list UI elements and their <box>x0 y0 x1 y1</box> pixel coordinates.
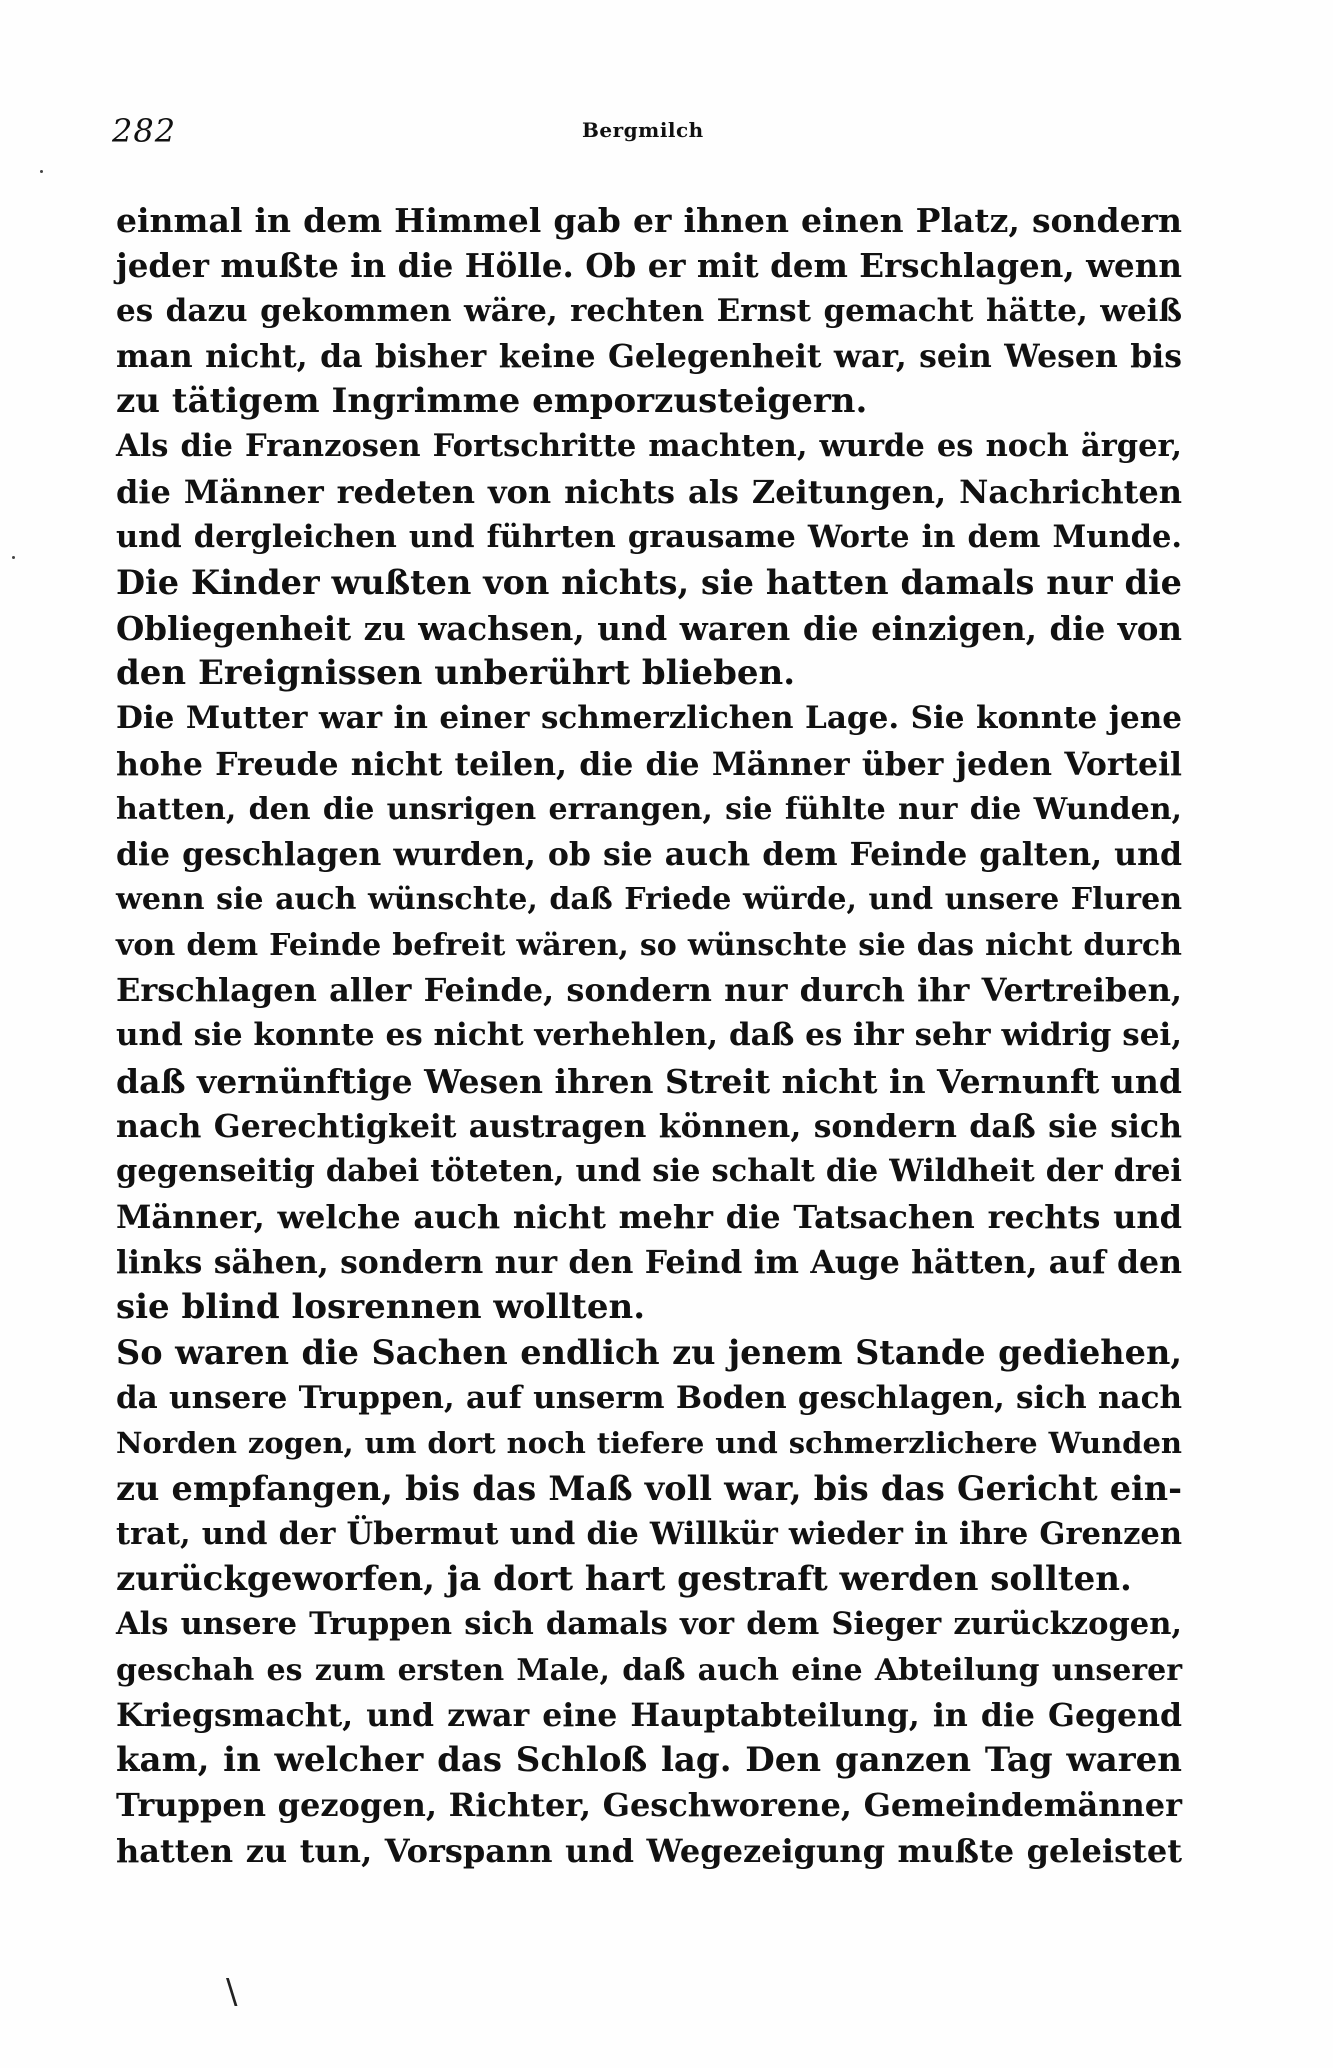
text-line: Erschlagen aller Feinde, sondern nur durch ihr Vertreiben, <box>116 971 1182 1010</box>
scan-speck <box>12 556 15 559</box>
scan-speck <box>40 170 43 173</box>
text-line: den Ereignissen unberührt blieben. <box>116 652 796 693</box>
text-line: da unsere Truppen, auf unserm Boden geschlagen, sich nach <box>116 1379 1182 1416</box>
running-title: Bergmilch <box>582 118 704 142</box>
text-line: kam, in welcher das Schloß lag. Den ganzen Tag waren <box>116 1740 1182 1781</box>
text-line: wenn sie auch wünschte, daß Friede würde, und unsere Fluren <box>116 882 1182 918</box>
text-line: daß vernünftige Wesen ihren Streit nicht in Vernunft und <box>116 1061 1182 1101</box>
text-line: man nicht, da bisher keine Gelegenheit war, sein Wesen bis <box>116 337 1182 375</box>
text-line: die geschlagen wurden, ob sie auch dem Feinde galten, und <box>116 836 1182 874</box>
text-line: es dazu gekommen wäre, rechten Ernst gemacht hätte, weiß <box>116 292 1182 329</box>
text-line: und sie konnte es nicht verhehlen, daß es ihr sehr widrig sei, <box>116 1017 1182 1054</box>
text-line: sie blind losrennen wollten. <box>116 1287 646 1328</box>
text-line: Kriegsmacht, und zwar eine Hauptabteilung, in die Gegend <box>116 1696 1182 1734</box>
text-line: hatten, den die unsrigen errangen, sie fühlte nur die Wunden, <box>116 791 1182 827</box>
text-line: So waren die Sachen endlich zu jenem Stande gediehen, <box>116 1333 1182 1373</box>
text-line: hohe Freude nicht teilen, die die Männer über jeden Vorteil <box>116 745 1182 783</box>
text-line: geschah es zum ersten Male, daß auch eine Abteilung unserer <box>116 1652 1182 1688</box>
text-line: zu empfangen, bis das Maß voll war, bis das Gericht ein- <box>116 1469 1182 1509</box>
text-line: Als die Franzosen Fortschritte machten, wurde es noch ärger, <box>116 428 1182 465</box>
text-line: jeder mußte in die Hölle. Ob er mit dem Erschlagen, wenn <box>116 246 1182 286</box>
text-line: Die Kinder wußten von nichts, sie hatten damals nur die <box>116 563 1182 603</box>
text-line: Männer, welche auch nicht mehr die Tatsachen rechts und <box>116 1197 1182 1236</box>
running-head <box>112 112 1172 152</box>
text-line: einmal in dem Himmel gab er ihnen einen Platz, sondern <box>116 201 1182 240</box>
text-line: nach Gerechtigkeit austragen können, sondern daß sie sich <box>116 1107 1182 1145</box>
page-number: 282 <box>112 112 177 150</box>
text-line: Obliegenheit zu wachsen, und waren die einzigen, die von <box>116 608 1182 648</box>
text-line: hatten zu tun, Vorspann und Wegezeigung mußte geleistet <box>116 1831 1182 1870</box>
text-line: gegenseitig dabei töteten, und sie schalt die Wildheit der drei <box>116 1153 1182 1190</box>
stray-pen-mark: \ <box>226 1972 238 2012</box>
text-line: die Männer redeten von nichts als Zeitungen, Nachrichten <box>116 472 1182 511</box>
body-text <box>116 198 1182 1874</box>
text-line: Als unsere Truppen sich damals vor dem Sieger zurückzogen, <box>116 1606 1182 1643</box>
text-line: Norden zogen, um dort noch tiefere und schmerzlichere Wunden <box>116 1426 1182 1461</box>
text-line: trat, und der Übermut und die Willkür wieder in ihre Grenzen <box>116 1515 1182 1552</box>
text-line: Die Mutter war in einer schmerzlichen Lage. Sie konnte jene <box>116 700 1182 737</box>
text-line: Truppen gezogen, Richter, Geschworene, Gemeindemänner <box>116 1786 1182 1825</box>
text-line: links sähen, sondern nur den Feind im Auge hätten, auf den <box>116 1243 1182 1281</box>
text-line: von dem Feinde befreit wären, so wünschte sie das nicht durch <box>116 927 1182 963</box>
text-line: zurückgeworfen, ja dort hart gestraft werden sollten. <box>116 1558 1132 1599</box>
text-line: zu tätigem Ingrimme emporzusteigern. <box>116 381 868 422</box>
text-line: und dergleichen und führten grausame Worte in dem Munde. <box>116 519 1182 556</box>
